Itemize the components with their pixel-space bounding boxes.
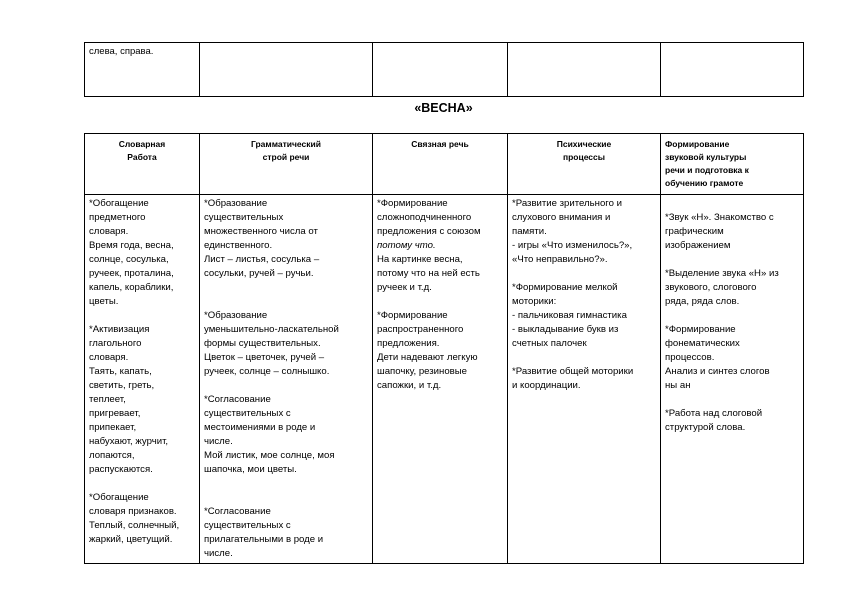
header-row [85,134,804,195]
text-line: *Формирование [377,198,448,209]
header-grammar: Грамматический строй речи [200,134,373,195]
table-cell [373,43,508,97]
header-mental-processes: Психические процессы [508,134,661,195]
text-block: *Обогащение словаря признаков. Теплый, солнечный, жаркий, цветущий. [89,492,180,545]
text-line: предложения с союзом [377,226,481,237]
header-sound-culture: Формирование звуковой культуры речи и подготовка к обучению грамоте [661,134,804,195]
text-block: *Звук «Н». Знакомство с графическим изображением [665,212,774,251]
cell-mental-processes [508,195,661,564]
section-title: «ВЕСНА» [414,101,473,115]
table-cell [200,43,373,97]
text-block: *Образование уменьшительно-ласкательной формы существительных. Цветок – цветочек, ручей – ручеек, солнце – солнышко. [204,310,339,377]
cell-vocabulary [85,195,200,564]
text-block: *Развитие общей моторики и координации. [512,366,634,391]
text-block: *Развитие зрительного и слухового внимания и памяти. - игры «Что изменилось?», «Что неправильно?». [512,198,633,265]
text-block: *Работа над слоговой структурой слова. [665,408,763,433]
cell-coherent-speech [373,195,508,564]
table-cell [661,43,804,97]
plan-table [84,133,804,564]
text-block: *Согласование существительных с прилагательными в роде и числе. [204,506,324,559]
table-row [85,195,804,564]
text-block: *Формирование фонематических процессов. Анализ и синтез слогов ны ан [665,324,770,391]
header-coherent-speech: Связная речь [373,134,508,195]
previous-section-table [84,42,804,97]
table-cell [85,43,200,97]
text-block: *Обогащение предметного словаря. Время года, весна, солнце, сосулька, ручеек, проталина, капель, кораблики, цветы. [89,198,174,307]
header-vocabulary: Словарная Работа [85,134,200,195]
cell-sound-culture [661,195,804,564]
text-block: *Формирование распространенного предложения. Дети надевают легкую шапочку, резиновые сапожки, и т.д. [377,310,478,391]
text-block: *Согласование существительных с местоимениями в роде и числе. Мой листик, мое солнце, моя шапочка, мои цветы. [204,394,335,475]
cell-grammar [200,195,373,564]
table-row [85,43,804,97]
text-block: На картинке весна, потому что на ней есть ручеек и т.д. [377,254,480,293]
text-block: *Формирование мелкой моторики: - пальчиковая гимнастика - выкладывание букв из счетных палочек [512,282,627,349]
text-block: *Образование существительных множественного числа от единственного. Лист – листья, сосулька – сосульки, ручей – ручьи. [204,198,320,279]
table-cell [508,43,661,97]
text-block: *Выделение звука «Н» из звукового, слогового ряда, ряда слов. [665,268,779,307]
text-block: *Активизация глагольного словаря. Таять, капать, светить, греть, теплеет, пригревает, припекает, набухают, журчит, лопаются, распускаются. [89,324,169,475]
text-line: сложноподчиненного [377,212,472,223]
italic-text: потому что. [377,240,436,251]
cell-text: слева, справа. [89,46,154,57]
